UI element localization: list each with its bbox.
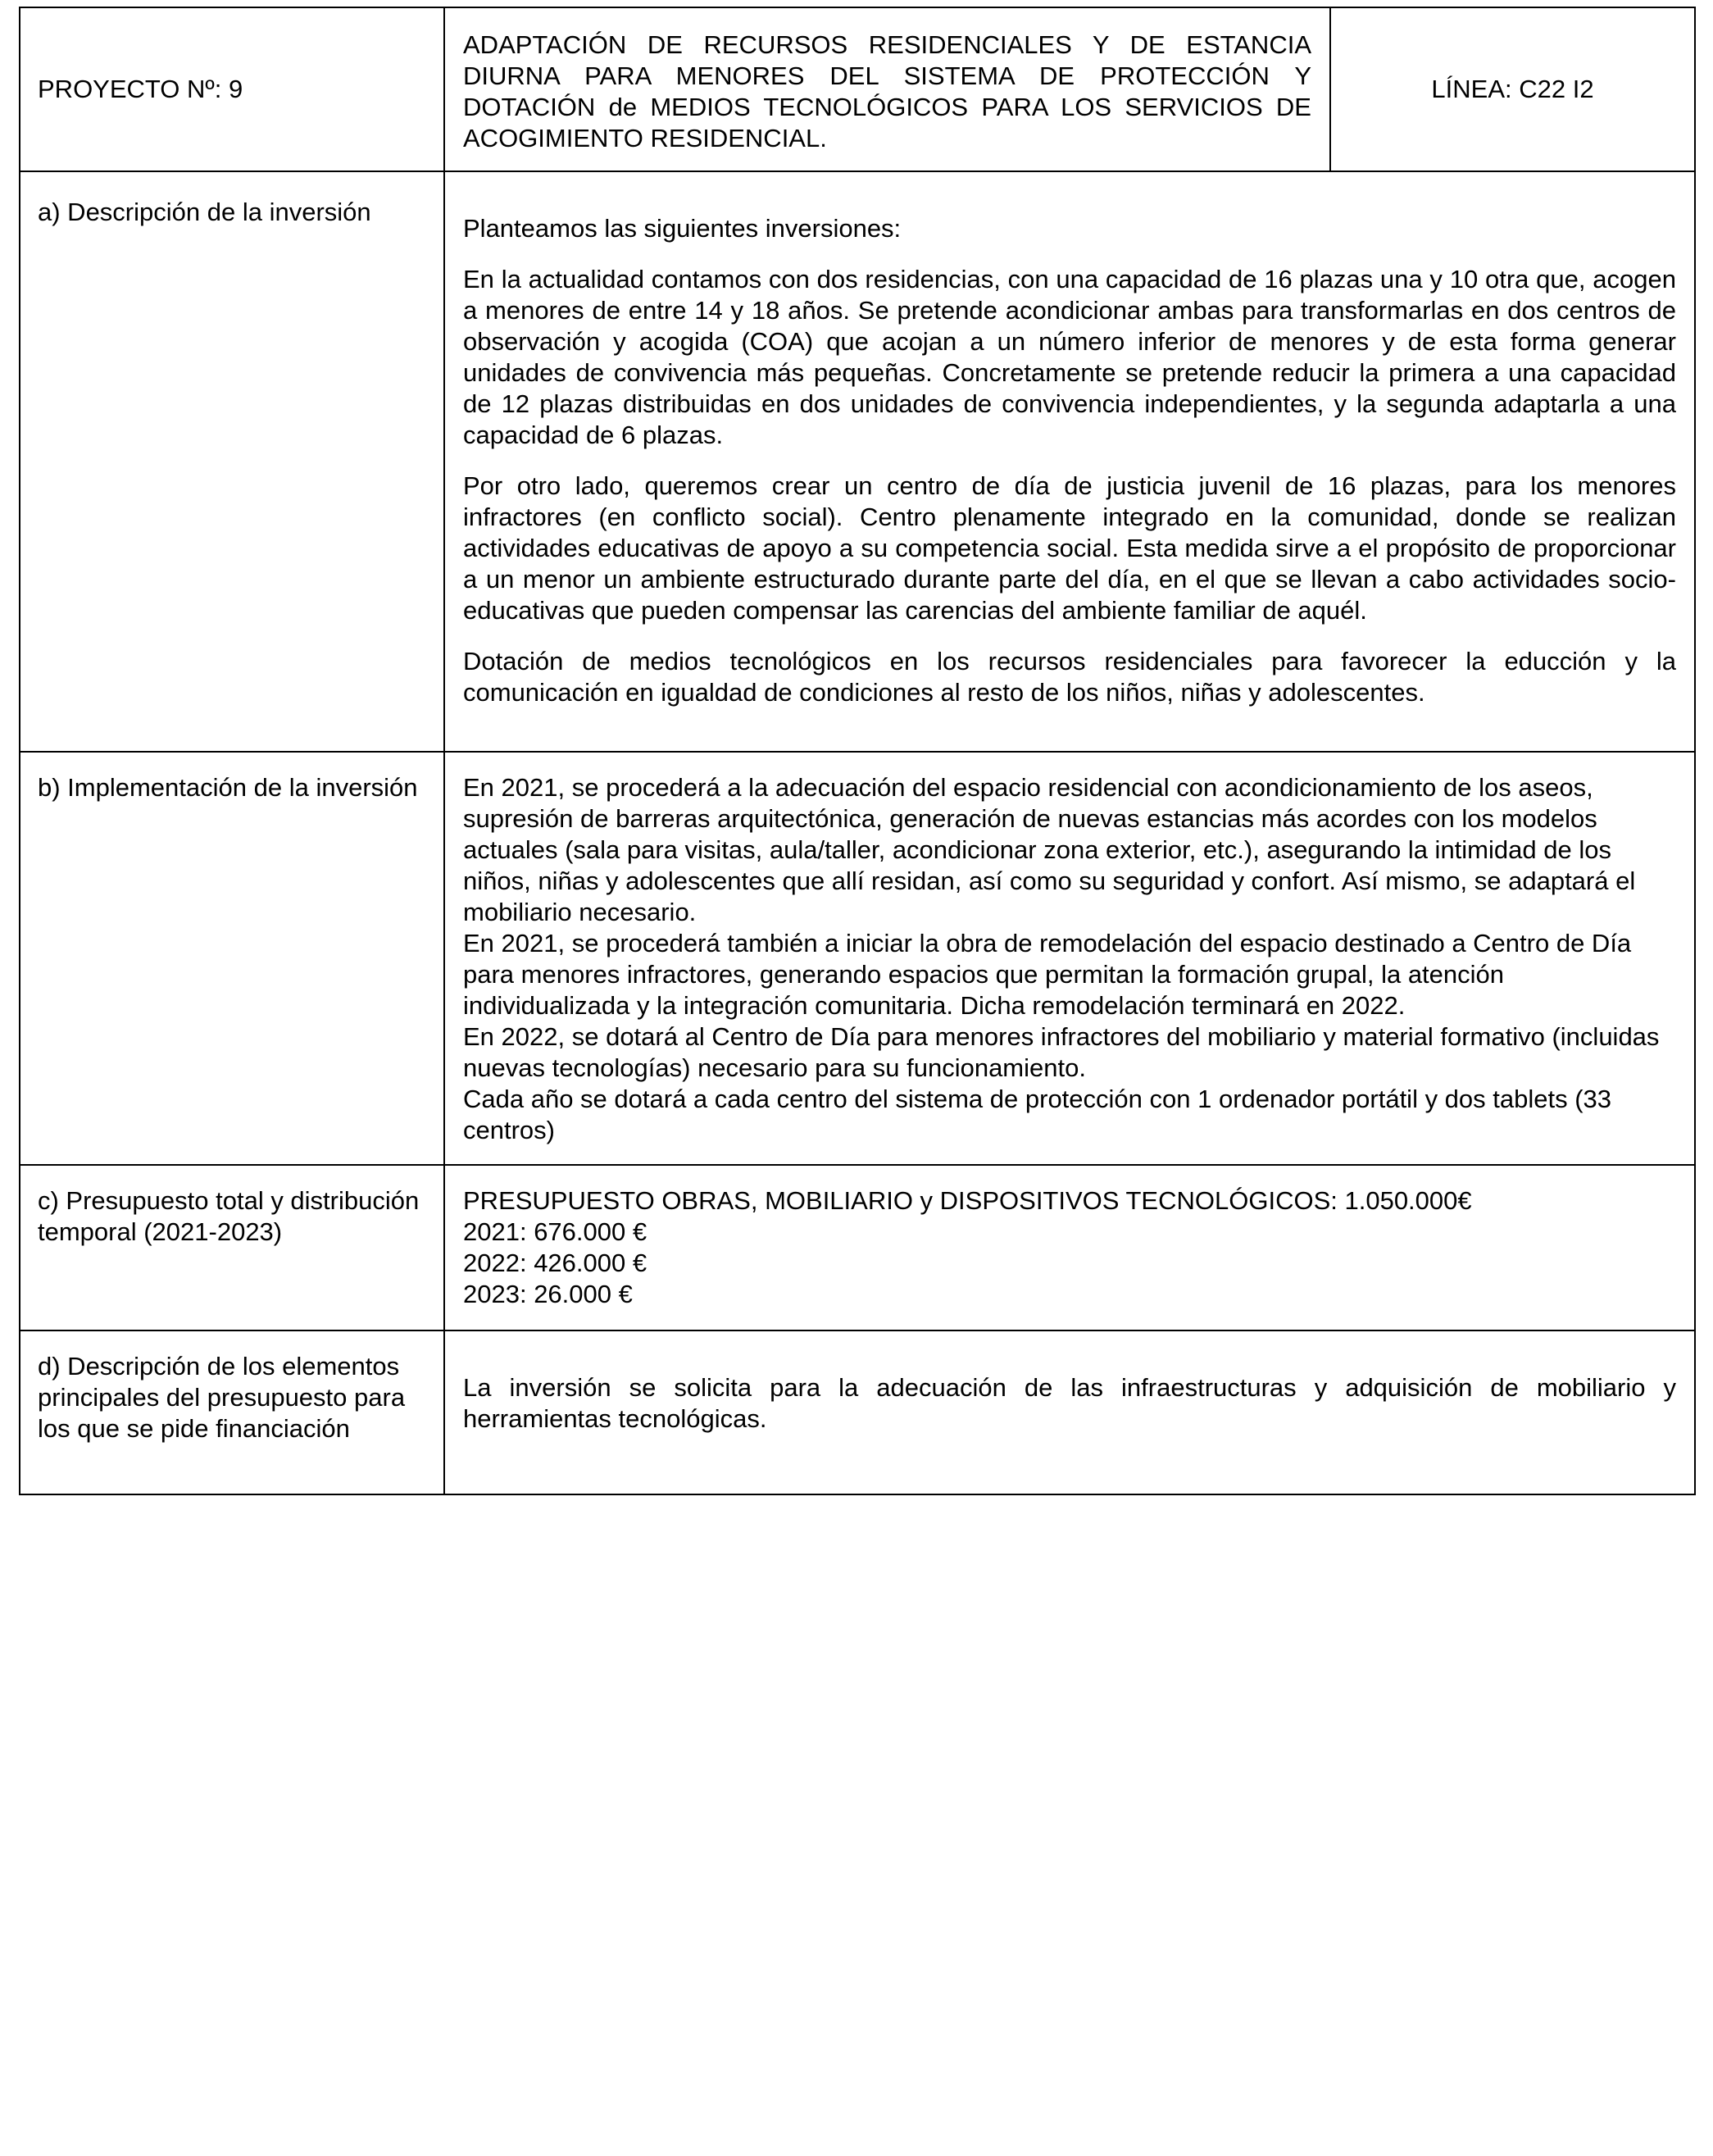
budget-total: PRESUPUESTO OBRAS, MOBILIARIO y DISPOSITIVOS TECNOLÓGICOS: 1.050.000€ bbox=[463, 1186, 1472, 1215]
row-label: a) Descripción de la inversión bbox=[38, 198, 371, 226]
paragraph: Cada año se dotará a cada centro del sistema de protección con 1 ordenador portátil y dos tablets (33 centros) bbox=[463, 1085, 1612, 1144]
project-title: ADAPTACIÓN DE RECURSOS RESIDENCIALES Y DE ESTANCIA DIURNA PARA MENORES DEL SISTEMA DE PROTECCIÓN Y DOTACIÓN de MEDIOS TECNOLÓGICOS PARA LOS SERVICIOS DE ACOGIMIENTO RESIDENCIAL. bbox=[445, 8, 1331, 171]
row-label: c) Presupuesto total y distribución temporal (2021-2023) bbox=[38, 1186, 420, 1246]
project-number-cell bbox=[20, 7, 444, 171]
row-content-cell bbox=[444, 1165, 1695, 1330]
row-content-cell bbox=[444, 171, 1695, 752]
paragraph: En 2021, se procederá a la adecuación del espacio residencial con acondicionamiento de los aseos, supresión de barreras arquitectónica, generación de nuevas estancias más acordes con los modelos actuales (sala para visitas, aula/taller, acondicionar zona exterior, etc.), asegurando la intimidad de los niños, niñas y adolescentes que allí residan, así como su seguridad y confort. Así mismo, se adaptará el mobiliario necesario. bbox=[463, 773, 1636, 926]
row-description bbox=[20, 171, 1695, 752]
project-number: PROYECTO Nº: 9 bbox=[38, 75, 243, 103]
header-content-cell bbox=[444, 7, 1695, 171]
budget-year: 2021: 676.000 € bbox=[463, 1217, 647, 1246]
project-table bbox=[19, 7, 1696, 1495]
paragraph: Planteamos las siguientes inversiones: bbox=[463, 214, 902, 243]
row-label: b) Implementación de la inversión bbox=[38, 773, 418, 802]
budget-year: 2022: 426.000 € bbox=[463, 1249, 647, 1277]
row-content-cell bbox=[444, 1330, 1695, 1494]
row-label: d) Descripción de los elementos principales del presupuesto para los que se pide financiación bbox=[38, 1352, 406, 1443]
paragraph: En 2021, se procederá también a iniciar la obra de remodelación del espacio destinado a Centro de Día para menores infractores, generando espacios que permitan la formación grupal, la atención individualizada y la integración comunitaria. Dicha remodelación terminará en 2022. bbox=[463, 929, 1632, 1020]
row-financing bbox=[20, 1330, 1695, 1494]
paragraph: En 2022, se dotará al Centro de Día para menores infractores del mobiliario y material formativo (incluidas nuevas tecnologías) necesario para su funcionamiento. bbox=[463, 1022, 1660, 1082]
header-row bbox=[20, 7, 1695, 171]
paragraph: En la actualidad contamos con dos residencias, con una capacidad de 16 plazas una y 10 otra que, acogen a menores de entre 14 y 18 años. Se pretende acondicionar ambas para transformarlas en dos centros de observación y acogida (COA) que acojan a un número inferior de menores y de esta forma generar unidades de convivencia más pequeñas. Concretamente se pretende reducir la primera a una capacidad de 12 plazas distribuidas en dos unidades de convivencia independientes, y la segunda adaptarla a una capacidad de 6 plazas. bbox=[463, 265, 1676, 449]
row-content-cell bbox=[444, 752, 1695, 1165]
row-implementation bbox=[20, 752, 1695, 1165]
budget-year: 2023: 26.000 € bbox=[463, 1280, 633, 1308]
row-budget bbox=[20, 1165, 1695, 1330]
row-label-cell bbox=[20, 752, 444, 1165]
project-line: LÍNEA: C22 I2 bbox=[1431, 75, 1594, 103]
row-label-cell bbox=[20, 1165, 444, 1330]
row-label-cell bbox=[20, 171, 444, 752]
paragraph: La inversión se solicita para la adecuación de las infraestructuras y adquisición de mobiliario y herramientas tecnológicas. bbox=[463, 1373, 1676, 1433]
row-label-cell bbox=[20, 1330, 444, 1494]
paragraph: Dotación de medios tecnológicos en los recursos residenciales para favorecer la educción y la comunicación en igualdad de condiciones al resto de los niños, niñas y adolescentes. bbox=[463, 647, 1676, 707]
paragraph: Por otro lado, queremos crear un centro de día de justicia juvenil de 16 plazas, para los menores infractores (en conflicto social). Centro plenamente integrado en la comunidad, donde se realizan actividades educativas de apoyo a su competencia social. Esta medida sirve a el propósito de proporcionar a un menor un ambiente estructurado durante parte del día, en el que se llevan a cabo actividades socio-educativas que pueden compensar las carencias del ambiente familiar de aquél. bbox=[463, 471, 1676, 625]
